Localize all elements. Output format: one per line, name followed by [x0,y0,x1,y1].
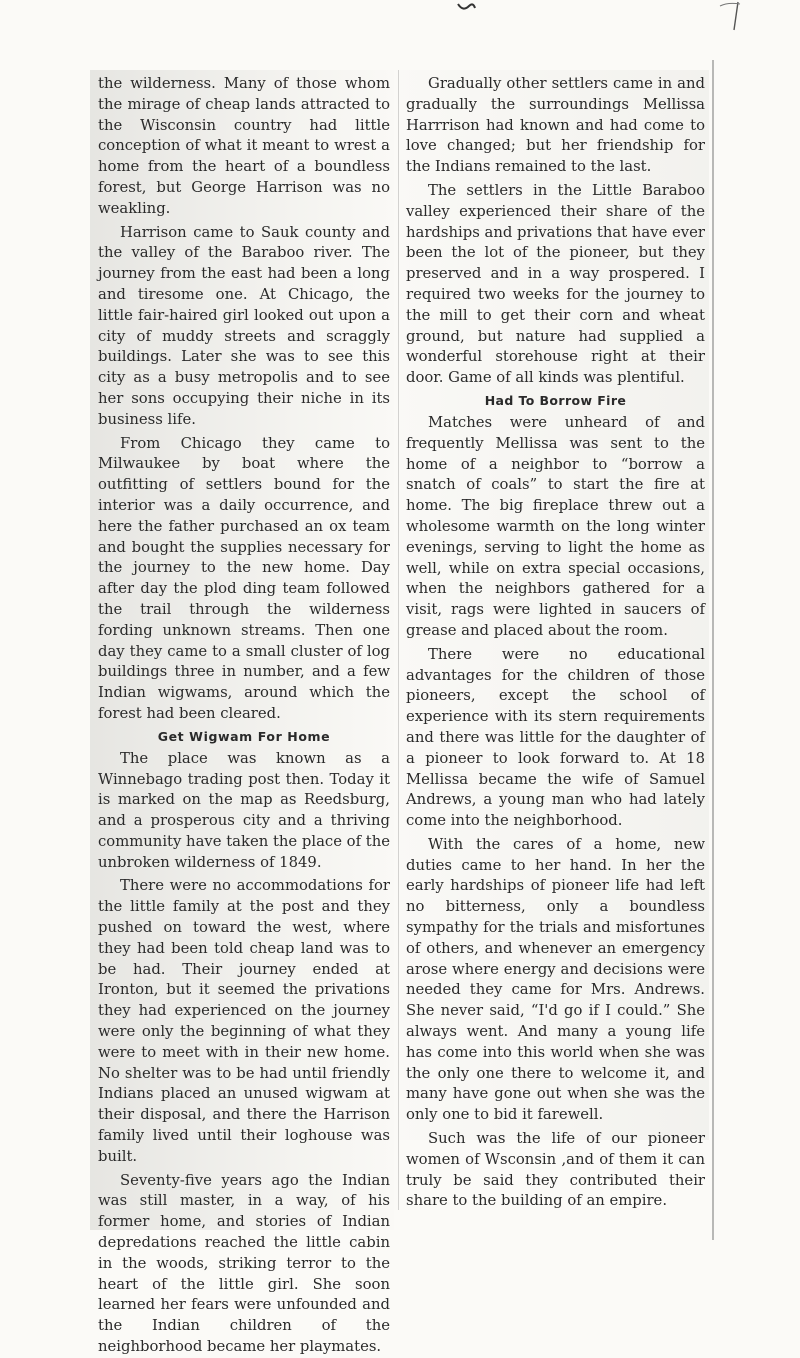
clipping-edge [712,60,714,1240]
page-corner-mark [455,0,477,18]
subheading-get-wigwam: Get Wigwam For Home [157,728,331,744]
right-paragraph-4: There were no educational advantages for the children of those pioneers, except the school of experience with its stern requirements and there was little for the daughter of a pioneer to look forward to. At 18 Mellissa became the wife of Samuel Andrews, a young man who had lately come into the neighborhood. [406,645,705,830]
corner-scribble [650,0,800,40]
left-column [90,70,394,1356]
right-paragraph-3: Matches were unheard of and frequently Mellissa was sent to the home of a neighbor to “borrow a snatch of coals” to start the fire at home. The big fireplace threw out a wholesome warmth on the long winter evenings, serving to light the home as well, while on extra special occasions, when the neighbors gathered for a visit, rags were lighted in saucers of grease and placed about the room. [406,413,705,639]
left-paragraph-4: The place was known as a Winnebago trading post then. Today it is marked on the map as Reedsburg, and a prosperous city and a thriving community have taken the place of the unbroken wilderness of 1849. [98,749,390,871]
left-paragraph-1: the wilderness. Many of those whom the mirage of cheap lands attracted to the Wisconsin country had little conception of what it meant to wrest a home from the heart of a boundless forest, but George Harrison was no weakling. [98,75,390,217]
right-paragraph-1: Gradually other settlers came in and gradually the surroundings Mellissa Harrrison had known and had come to love changed; but her friendship for the Indians remained to the last. [406,75,705,176]
left-paragraph-2: Harrison came to Sauk county and the valley of the Baraboo river. The journey from the east had been a long and tiresome one. At Chicago, the little fair-haired girl looked out upon a city of muddy streets and scraggly buildings. Later she was to see this city as a busy metropolis and to see her sons occupying their niche in its business life. [98,223,390,428]
subheading-borrow-fire: Had To Borrow Fire [484,392,627,408]
left-paragraph-6: Seventy-five years ago the Indian was still master, in a way, of his former home, and stories of Indian depredations reached the little cabin in the woods, striking terror to the heart of the little girl. She soon learned her fears were unfounded and the Indian children of the neighborhood became her playmates. [98,1171,390,1356]
right-paragraph-6: Such was the life of our pioneer women of Wsconsin ,and of them it can truly be said they contributed their share to the building of an empire. [406,1130,705,1210]
right-paragraph-2: The settlers in the Little Baraboo valley experienced their share of the hardships and privations that have ever been the lot of the pioneer, but they preserved and in a way prospered. I required two weeks for the journey to the mill to get their corn and wheat ground, but nature had supplied a wonderful storehouse right at their door. Game of all kinds was plentiful. [406,181,705,387]
left-paragraph-3: From Chicago they came to Milwaukee by boat where the outfitting of settlers bound for the interior was a daily occurrence, and here the father purchased an ox team and bought the supplies necessary for the journey to the new home. Day after day the plod ding team followed the trail through the wilderness fording unknown streams. Then one day they came to a small cluster of log buildings three in number, and a few Indian wigwams, around which the forest had been cleared. [98,434,390,722]
left-paragraph-5: There were no accommodations for the little family at the post and they pushed on toward the west, where they had been told cheap land was to be had. Their journey ended at Ironton, but it seemed the privations they had experienced on the journey were only the beginning of what they were to meet with in their new home. No shelter was to be had until friendly Indians placed an unused wigwam at their disposal, and there the Harrison family lived until their loghouse was built. [98,877,390,1165]
right-column [400,70,709,1210]
column-divider [398,70,399,1210]
right-paragraph-5: With the cares of a home, new duties came to her hand. In her the early hardships of pioneer life had left no bitterness, only a boundless sympathy for the trials and misfortunes of others, and whenever an emergency arose where energy and decisions were needed they came for Mrs. Andrews. She never said, “I'd go if I could.” She always went. And many a young life has come into this world when she was the only one there to welcome it, and many have gone out when she was the only one to bid it farewell. [406,835,705,1124]
